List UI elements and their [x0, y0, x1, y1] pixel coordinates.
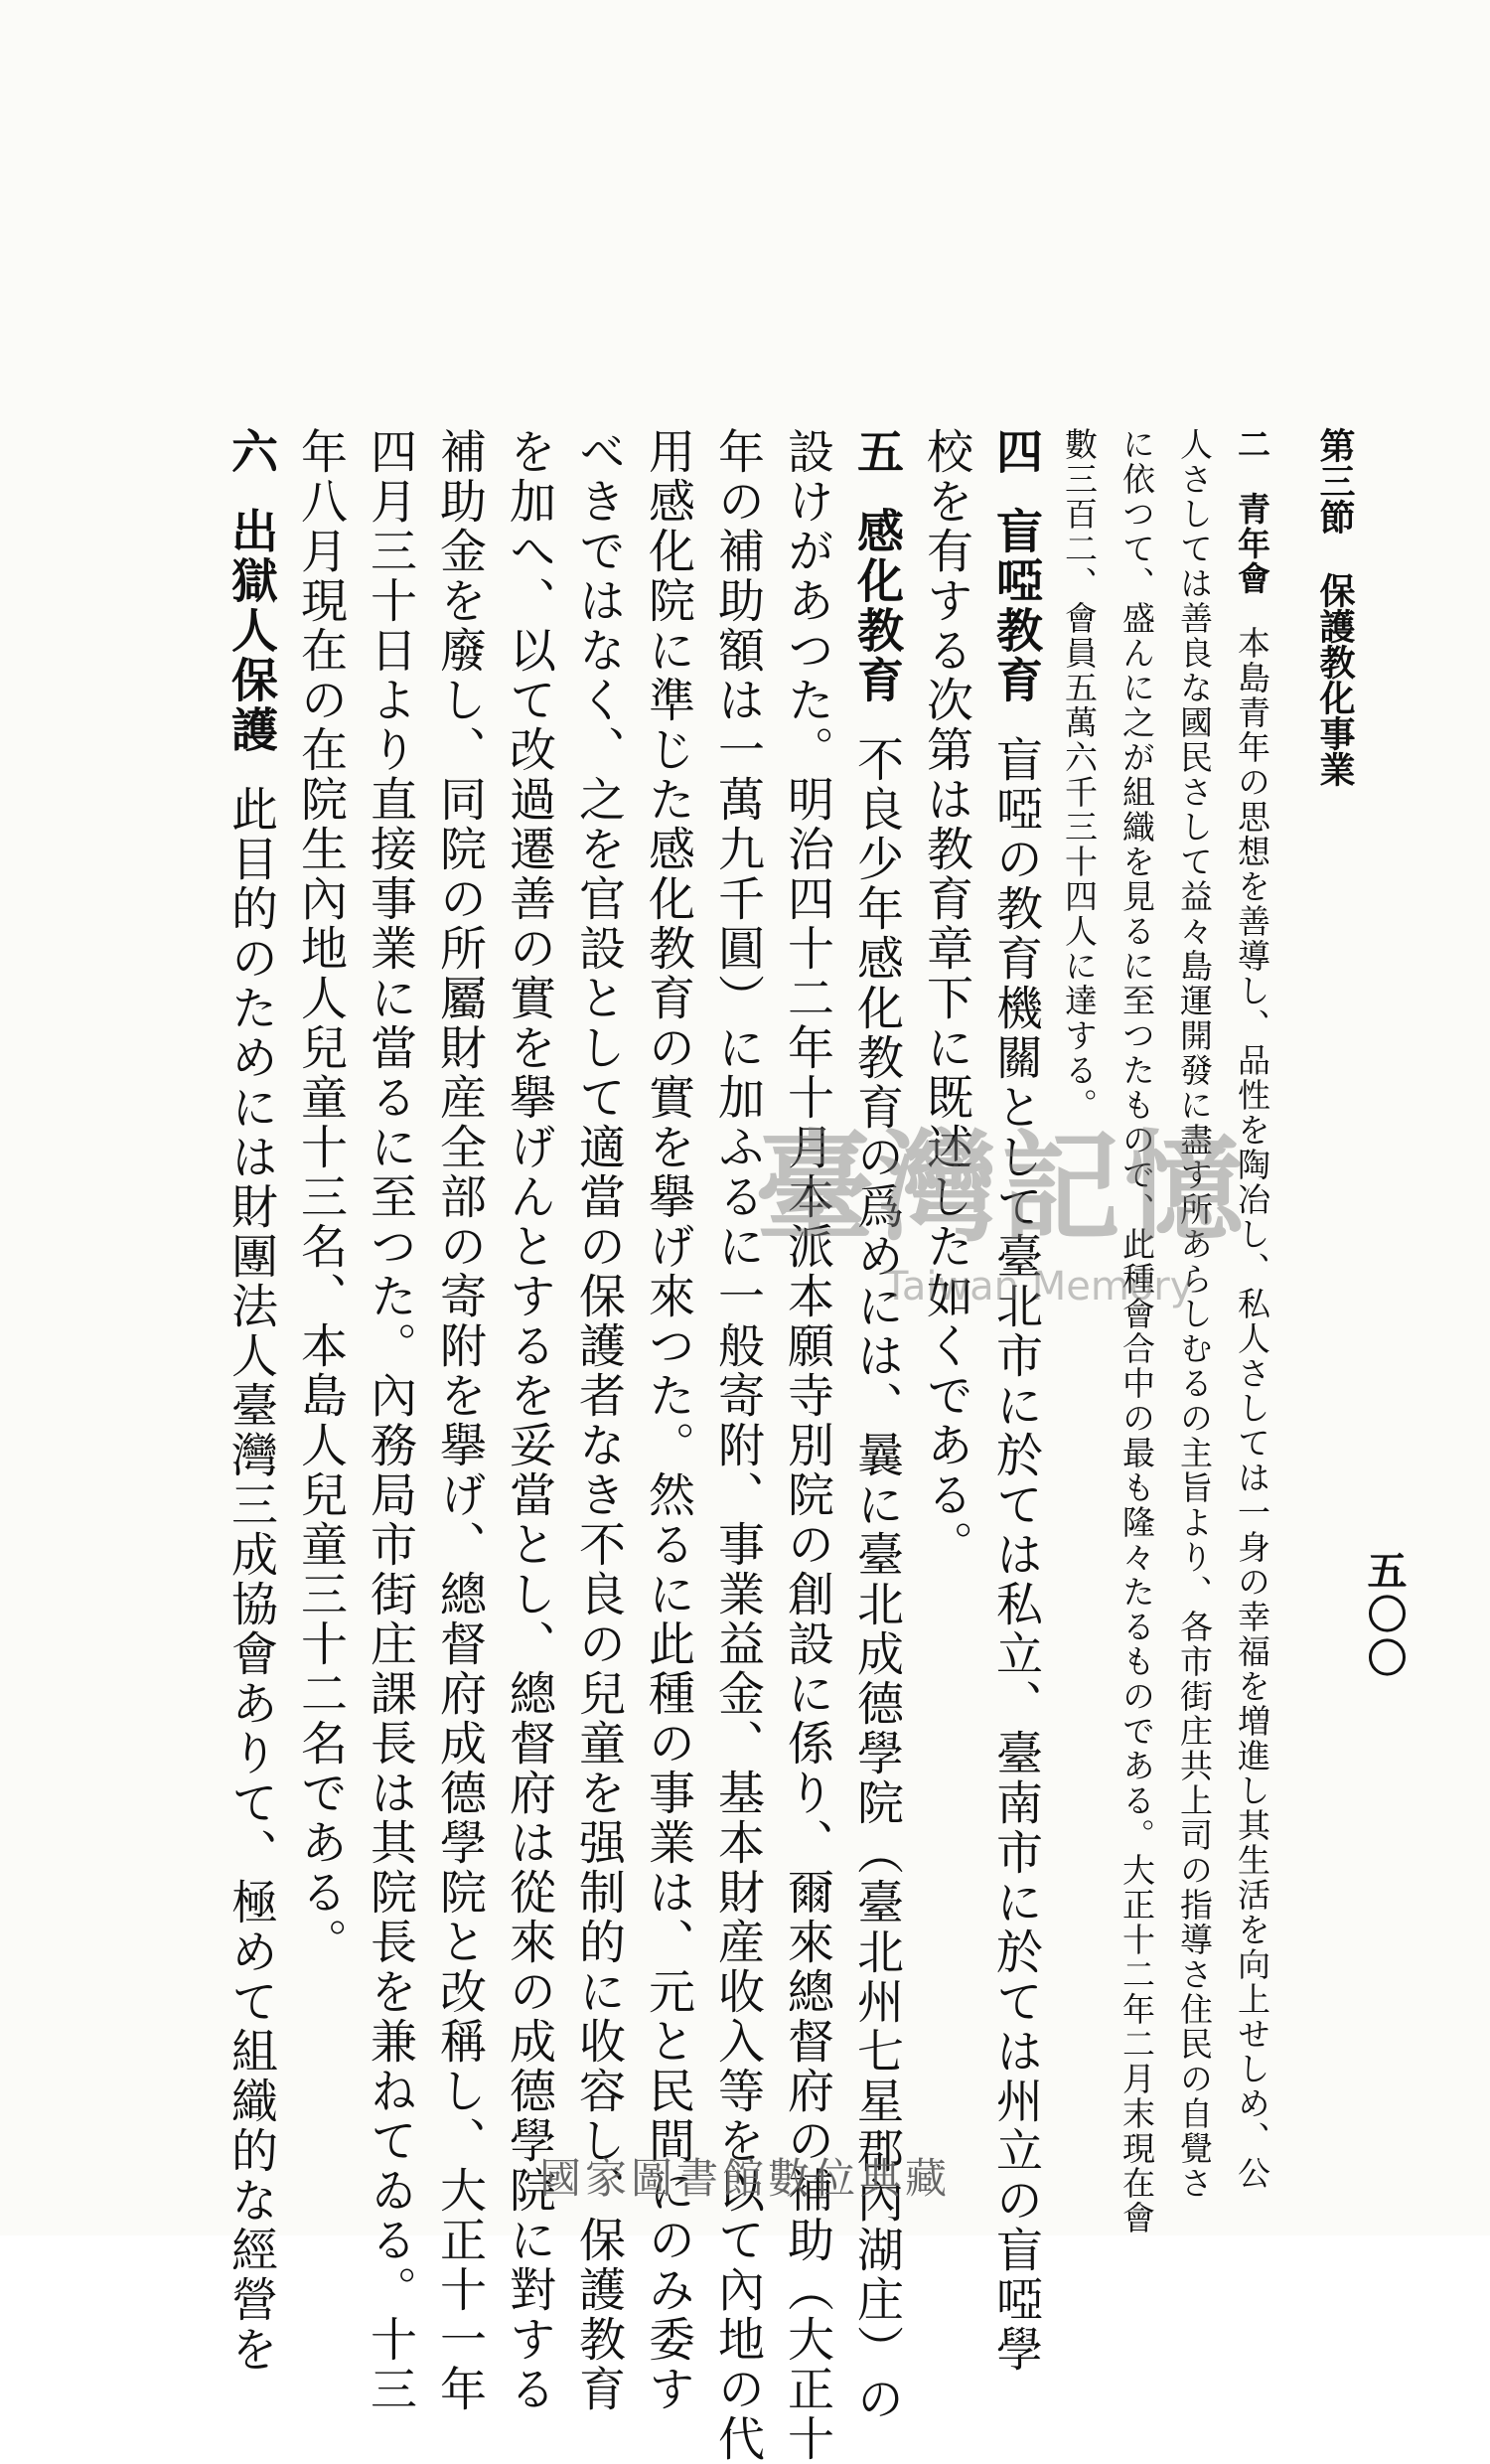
section6-number: 六 [224, 427, 278, 477]
section6-line-1 [216, 427, 285, 2375]
section4-line-1 [980, 427, 1050, 2375]
section4-text: 盲啞の教育機關として臺北市に於ては私立、臺南市に於ては州立の盲啞學 [988, 735, 1043, 2375]
section5-line-2: 設けがあつた。明治四十二年十月本派本願寺別院の創設に係り、爾來總督府の補助（大正十 [780, 427, 834, 2464]
watermark-chinese: 臺灣記憶 [755, 1118, 1248, 1258]
section5-title: 感化教育 [849, 507, 904, 705]
section5-line-7: 補助金を廢し、同院の所屬財産全部の寄附を擧げ、總督府成德學院と改稱し、大正十一年 [432, 427, 487, 2414]
section-label: 第三節 [1314, 427, 1356, 535]
section2-line-2: 人さしては善良な國民さして益々島運開發に盡す所あらしむるの主旨より、各市街庄共上司の指導さ住民の自覺さ [1175, 427, 1214, 2201]
section6-title: 出獄人保護 [224, 507, 278, 755]
section5-line-6: を加へ、以て改過遷善の實を擧げんとするを妥當とし、總督府は從來の成德學院に對する [502, 427, 556, 2414]
section2-line-3: に依つて、盛んに之が組織を見るに至つたもので、此種會合中の最も隆々たるものである。大正十二年二月末現在會 [1118, 427, 1156, 2235]
watermark-english: Taiwan Memory [884, 1264, 1194, 1309]
section4-line-2: 校を有する次第は教育章下に既述した如くである。 [919, 427, 973, 1570]
section2-line-1 [1223, 427, 1280, 2191]
section5-text: 不良少年感化教育の爲めには、曩に臺北成德學院（臺北州七星郡內湖庄）の [849, 735, 904, 2424]
section-title: 保護教化事業 [1314, 572, 1356, 787]
section4-number: 四 [988, 427, 1043, 477]
section5-number: 五 [849, 427, 904, 477]
section2-text: 本島青年の思想を善導し、品性を陶冶し、私人さしては一身の幸福を増進し其生活を向上せしめ、公 [1233, 626, 1271, 2191]
page-number: 五〇〇 [1361, 1550, 1408, 1681]
section5-line-5: べきではなく、之を官設として適當の保護者なき不良の兒童を强制的に收容し、保護教育 [571, 427, 626, 2414]
section2-line-4: 數三百二、會員五萬六千三十四人に達する。 [1060, 427, 1099, 1123]
running-header [1310, 427, 1361, 2116]
footer-credit: 國家圖書館數位典藏 [538, 2154, 951, 2203]
section5-line-8: 四月三十日より直接事業に當るに至つた。內務局市街庄課長は其院長を兼ねてゐる。十三 [363, 427, 417, 2414]
section2-number: 二 [1233, 427, 1271, 462]
section5-line-4: 用感化院に準じた感化教育の實を擧げ來つた。然るに此種の事業は、元と民間にのみ委す [641, 427, 695, 2414]
section6-text: 此目的のためには財團法人臺灣三成協會ありて、極めて組織的な經營を [224, 785, 278, 2375]
section2-title: 青年會 [1233, 492, 1271, 596]
section5-line-9: 年八月現在の在院生內地人兒童十三名、本島人兒童三十二名である。 [293, 427, 348, 1967]
section4-title: 盲啞教育 [988, 507, 1043, 705]
section5-line-1 [841, 427, 911, 2424]
section5-line-3: 年の補助額は一萬九千圓）に加ふるに一般寄附、事業益金、基本財産收入等を以て內地の代 [710, 427, 765, 2464]
